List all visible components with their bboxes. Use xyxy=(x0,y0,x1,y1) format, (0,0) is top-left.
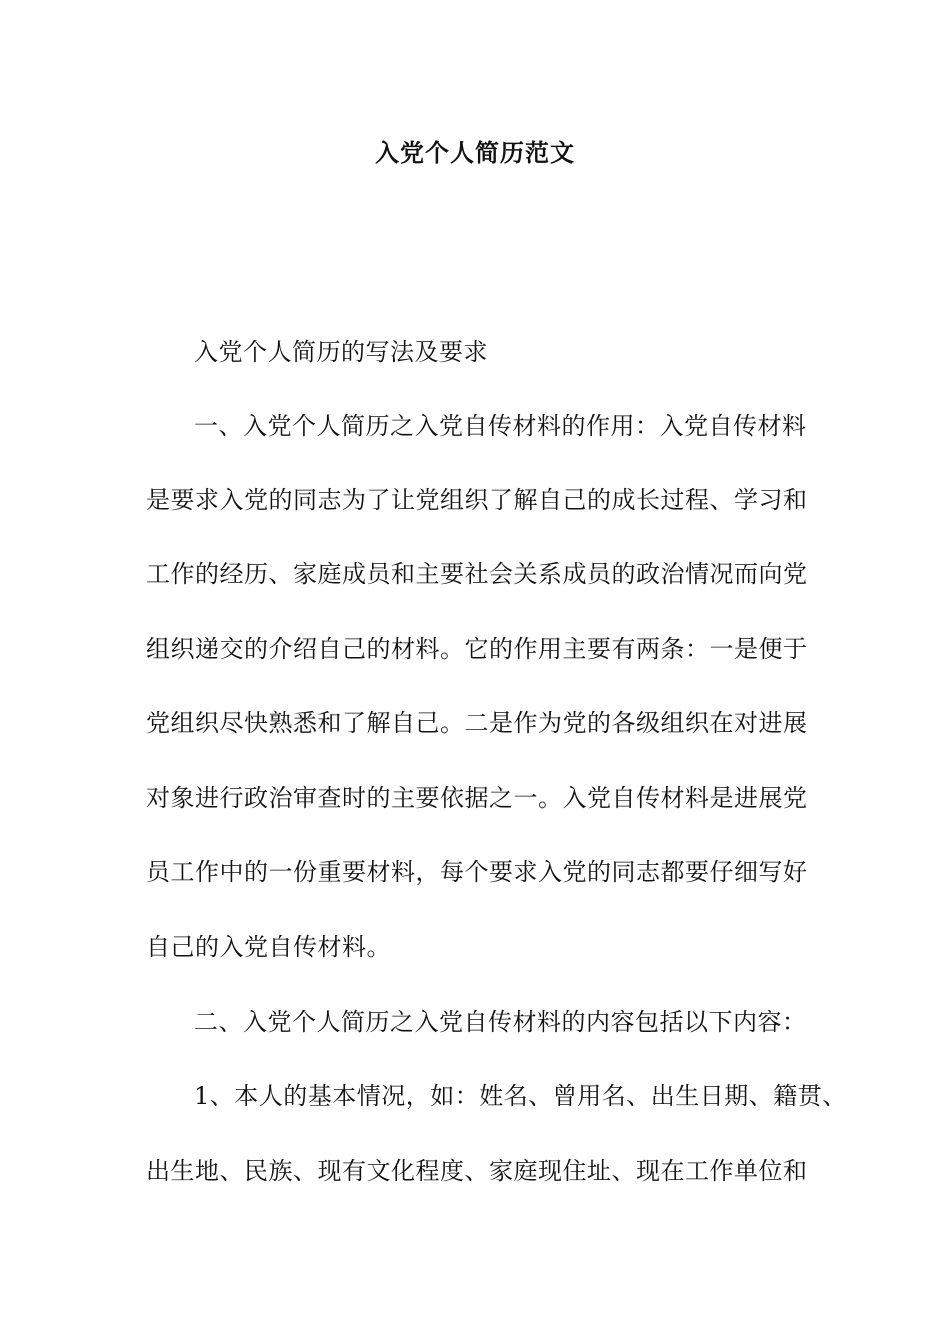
paragraph-line: 一、入党个人简历之入党自传材料的作用：入党自传材料 xyxy=(194,412,807,440)
paragraph-line: 自己的入党自传材料。 xyxy=(146,933,391,961)
paragraph-line: 是要求入党的同志为了让党组织了解自己的成长过程、学习和 xyxy=(146,486,808,514)
paragraph-line: 党组织尽快熟悉和了解自己。二是作为党的各级组织在对进展 xyxy=(146,709,808,737)
document-title: 入党个人简历范文 xyxy=(375,138,575,167)
section-heading: 入党个人简历的写法及要求 xyxy=(194,338,488,366)
paragraph-line: 组织递交的介绍自己的材料。它的作用主要有两条：一是便于 xyxy=(146,635,808,663)
paragraph-line: 对象进行政治审查时的主要依据之一。入党自传材料是进展党 xyxy=(146,784,808,812)
paragraph-line: 1、本人的基本情况，如：姓名、曾用名、出生日期、籍贯、 xyxy=(194,1082,847,1110)
paragraph-line: 工作的经历、家庭成员和主要社会关系成员的政治情况而向党 xyxy=(146,560,808,588)
paragraph-line: 出生地、民族、现有文化程度、家庭现住址、现在工作单位和 xyxy=(146,1157,808,1185)
paragraph-line: 二、入党个人简历之入党自传材料的内容包括以下内容： xyxy=(194,1008,807,1036)
paragraph-line: 员工作中的一份重要材料，每个要求入党的同志都要仔细写好 xyxy=(146,858,808,886)
